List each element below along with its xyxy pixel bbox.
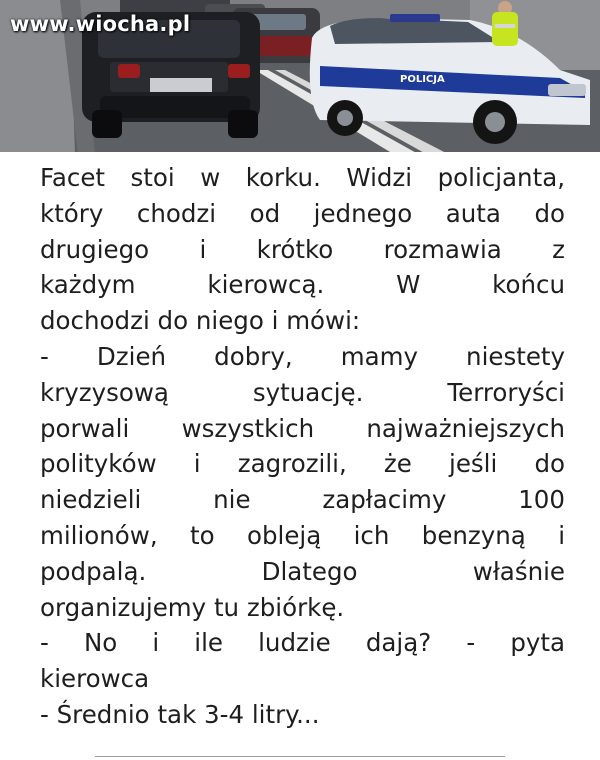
story-line: polityków i zagrozili, że jeśli do: [40, 449, 565, 479]
story-line: - Średnio tak 3-4 litry...: [40, 699, 320, 729]
police-car-text: POLICJA: [400, 74, 445, 85]
story-line: kryzysową sytuację. Terroryści: [40, 377, 565, 407]
story-line: drugiego i krótko rozmawia z: [40, 234, 565, 264]
watermark: www.wiocha.pl: [10, 12, 191, 36]
story-line: kierowca: [40, 664, 150, 694]
story-line: milionów, to obleją ich benzyną i: [40, 520, 565, 550]
bottom-divider: [95, 756, 505, 757]
story-line: każdym kierowcą. W końcu: [40, 270, 565, 300]
story-line: organizujemy tu zbiórkę.: [40, 592, 345, 622]
story-line: Facet stoi w korku. Widzi policjanta,: [40, 163, 565, 192]
story-line: który chodzi od jednego auta do: [40, 198, 565, 228]
story-text: [40, 160, 565, 733]
story-line: niedzieli nie zapłacimy 100: [40, 485, 565, 515]
story-line: dochodzi do niego i mówi:: [40, 306, 361, 336]
story-line: porwali wszystkich najważniejszych: [40, 413, 565, 443]
story-line: podpalą. Dlatego właśnie: [40, 556, 565, 586]
story-line: - No i ile ludzie dają? - pyta: [40, 628, 565, 658]
story-line: - Dzień dobry, mamy niestety: [40, 341, 565, 371]
